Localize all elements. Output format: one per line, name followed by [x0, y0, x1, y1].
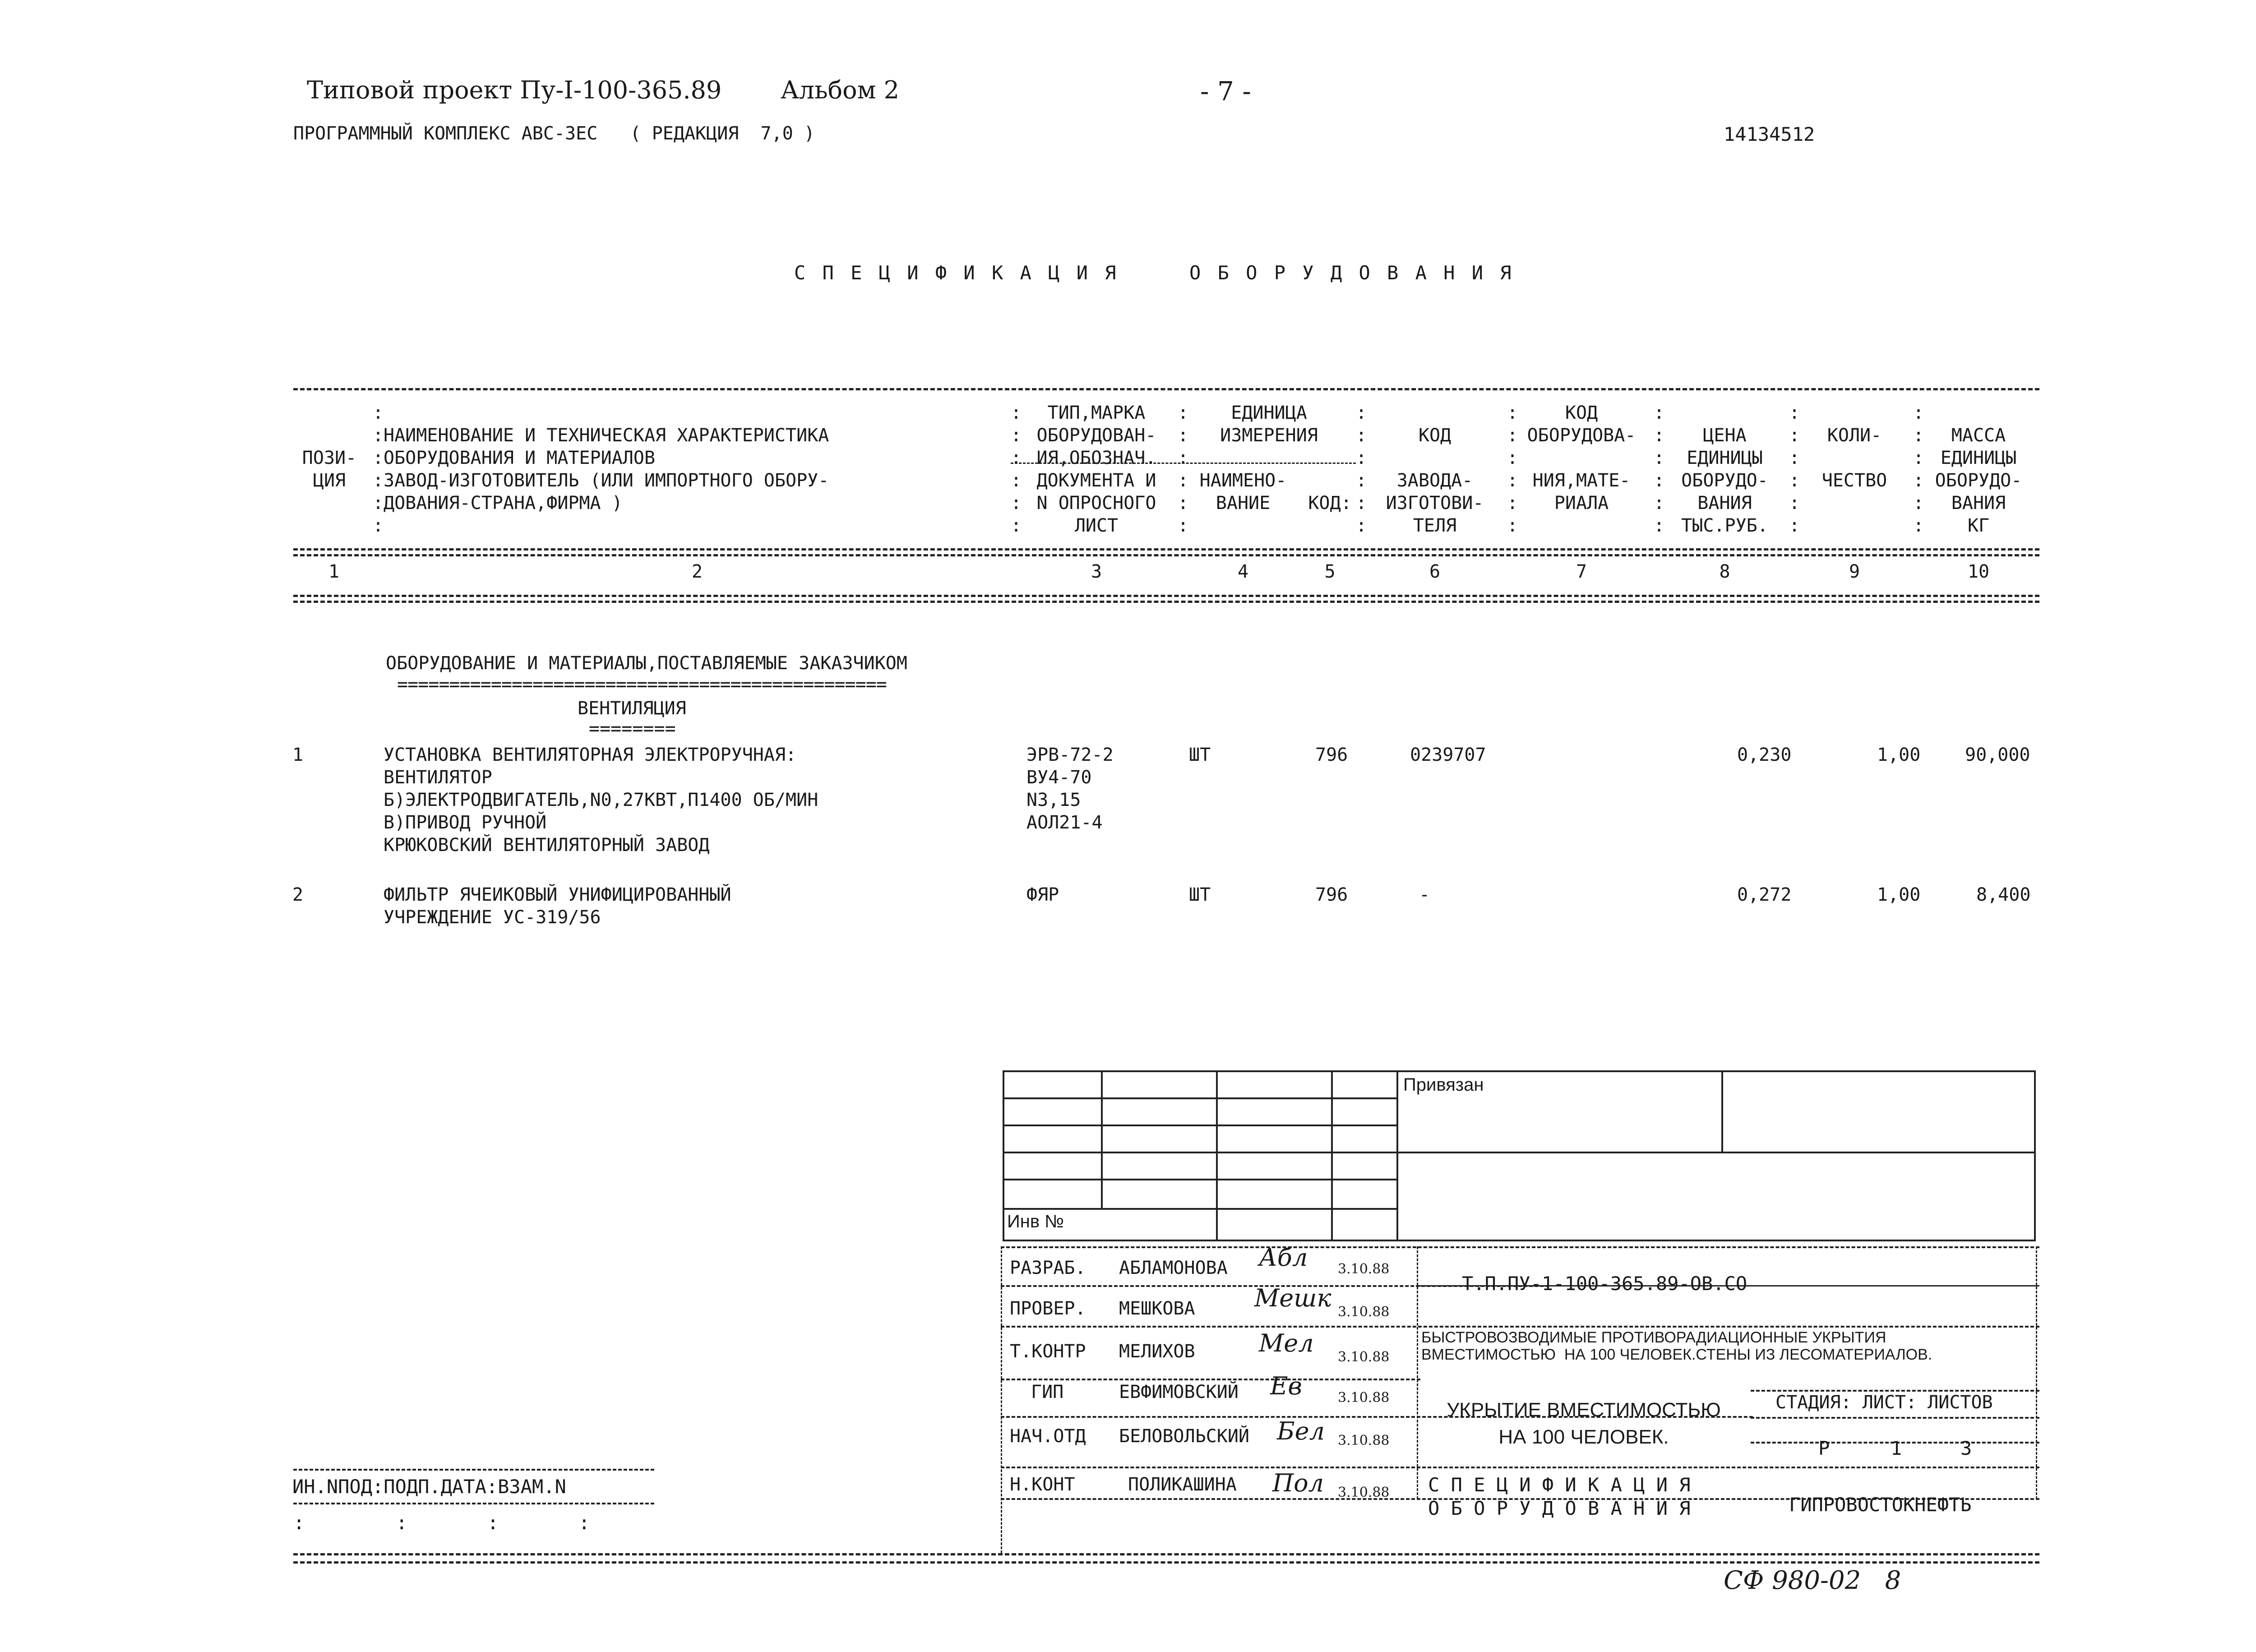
stamp-name: АБЛАМОНОВА	[1119, 1258, 1228, 1278]
stamp-role: Т.КОНТР	[1010, 1341, 1086, 1362]
album-label: Альбом 2	[781, 76, 900, 104]
section-underline: ===============================================	[397, 674, 887, 695]
col-header-price: ЦЕНА ЕДИНИЦЫ ОБОРУДО- ВАНИЯ ТЫС.РУБ.	[1681, 425, 1768, 536]
signature: Пол	[1272, 1469, 1324, 1497]
organization: ГИПРОВОСТОКНЕФТЬ	[1789, 1494, 1972, 1516]
col-num: 4	[1237, 561, 1249, 582]
sheets-value: 3	[1960, 1437, 1972, 1459]
software-line: ПРОГРАММНЫЙ КОМПЛЕКС АВС-3ЕС ( РЕДАКЦИЯ 7,0 )	[293, 123, 815, 144]
col-header-type: ТИП,МАРКА ОБОРУДОВАН- ИЯ,ОБОЗНАЧ. ДОКУМЕНТА И N ОПРОСНОГО ЛИСТ	[1036, 403, 1156, 536]
col-num: 1	[328, 561, 340, 582]
header-bottom-rule	[293, 595, 2039, 597]
item-type: ЭРВ-72-2 ВУ4-70 N3,15 АОЛ21-4	[1026, 745, 1114, 833]
item-qty: 1,00	[1877, 745, 1921, 765]
item-unit: ШТ	[1189, 745, 1211, 765]
subsection-title: ВЕНТИЛЯЦИЯ	[578, 698, 686, 719]
document-designation: Т.П.ПУ-1-100-365.89-ОВ.СО	[1462, 1273, 1747, 1295]
signature: Мел	[1259, 1329, 1314, 1357]
signature: Мешк	[1254, 1284, 1331, 1312]
page-title: С П Е Ц И Ф И К А Ц И Я О Б О Р У Д О В А Н И Я	[794, 262, 1514, 284]
item-name: ФИЛЬТР ЯЧЕИКОВЫЙ УНИФИЦИРОВАННЫЙ УЧРЕЖДЕНИЕ УС-319/56	[384, 884, 731, 928]
col-header-position: ПОЗИ- ЦИЯ	[302, 448, 357, 491]
item-price: 0,272	[1737, 884, 1792, 905]
stage-value: Р	[1818, 1437, 1830, 1459]
stamp-date: 3.10.88	[1338, 1349, 1390, 1365]
item-unit: ШТ	[1189, 884, 1211, 905]
section-title: ОБОРУДОВАНИЕ И МАТЕРИАЛЫ,ПОСТАВЛЯЕМЫЕ ЗАКАЗЧИКОМ	[386, 653, 907, 674]
col-num: 2	[691, 561, 703, 582]
stamp-role: Н.КОНТ	[1010, 1474, 1075, 1495]
col-header-unit: ЕДИНИЦА ИЗМЕРЕНИЯ	[1220, 403, 1318, 446]
stamp-name: ПОЛИКАШИНА	[1128, 1474, 1237, 1495]
item-plant-code: -	[1419, 884, 1430, 905]
privyazan-label: Привязан	[1403, 1075, 1484, 1095]
col-header-qty: КОЛИ- ЧЕСТВО	[1821, 425, 1887, 491]
col-header-unit-code: КОД:	[1308, 493, 1352, 514]
col-num: 5	[1324, 561, 1336, 582]
col-separators: : : : : : :	[373, 403, 384, 536]
stamp-role: НАЧ.ОТД	[1010, 1426, 1086, 1447]
stamp-role: ГИП	[1031, 1382, 1064, 1402]
col-num: 9	[1849, 561, 1860, 582]
item-mass: 90,000	[1965, 745, 2030, 765]
item-plant-code: 0239707	[1410, 745, 1486, 765]
stamp-date: 3.10.88	[1338, 1433, 1390, 1448]
stamp-date: 3.10.88	[1338, 1485, 1390, 1500]
col-header-plant-code: КОД ЗАВОДА- ИЗГОТОВИ- ТЕЛЯ	[1386, 425, 1484, 536]
item-price: 0,230	[1737, 745, 1792, 765]
object-title: БЫСТРОВОЗВОДИМЫЕ ПРОТИВОРАДИАЦИОННЫЕ УКРЫТИЯ ВМЕСТИМОСТЬЮ НА 100 ЧЕЛОВЕК.СТЕНЫ ИЗ ЛЕСОМАТЕРИАЛОВ.	[1421, 1329, 1932, 1363]
item-type: ФЯР	[1026, 884, 1059, 905]
header-mid-rule	[293, 548, 2039, 551]
stamp-name: МЕЛИХОВ	[1119, 1341, 1195, 1362]
col-header-equip-code: КОД ОБОРУДОВА- НИЯ,МАТЕ- РИАЛА	[1527, 403, 1636, 514]
col-header-name: НАИМЕНОВАНИЕ И ТЕХНИЧЕСКАЯ ХАРАКТЕРИСТИКА ОБОРУДОВАНИЯ И МАТЕРИАЛОВ ЗАВОД-ИЗГОТОВИТЕЛЬ (ИЛИ ИМПОРТНОГО ОБОРУ- ДОВАНИЯ-СТРАНА,ФИРМА )	[384, 425, 829, 514]
stamp-name: МЕШКОВА	[1119, 1298, 1195, 1319]
item-name: УСТАНОВКА ВЕНТИЛЯТОРНАЯ ЭЛЕКТРОРУЧНАЯ: ВЕНТИЛЯТОР Б)ЭЛЕКТРОДВИГАТЕЛЬ,N0,27КВТ,П1400 ОБ/МИН В)ПРИВОД РУЧНОЙ КРЮКОВСКИЙ ВЕНТИЛЯТОРНЫЙ ЗАВОД	[384, 745, 818, 856]
col-header-mass: МАССА ЕДИНИЦЫ ОБОРУДО- ВАНИЯ КГ	[1935, 425, 2022, 536]
col-num: 10	[1967, 561, 1990, 582]
header-num-top-rule	[293, 554, 2039, 556]
col-num: 3	[1091, 561, 1102, 582]
stamp-role: ПРОВЕР.	[1010, 1298, 1086, 1319]
item-unit-code: 796	[1315, 884, 1348, 905]
col-num: 8	[1719, 561, 1730, 582]
header-bottom-rule-2	[293, 601, 2039, 603]
doc-code: 14134512	[1724, 123, 1815, 145]
item-position: 1	[292, 745, 304, 765]
handwritten-ref: СФ 980-02 8	[1724, 1566, 1901, 1595]
stage-header: СТАДИЯ: ЛИСТ: ЛИСТОВ	[1775, 1392, 1993, 1413]
signature: Абл	[1259, 1243, 1308, 1272]
signature: Бел	[1277, 1417, 1325, 1445]
project-title: Типовой проект Пу-I-100-365.89	[307, 76, 722, 104]
col-num: 6	[1429, 561, 1441, 582]
col-num: 7	[1576, 561, 1587, 582]
item-qty: 1,00	[1877, 884, 1921, 905]
stamp-date: 3.10.88	[1338, 1304, 1390, 1320]
approval-labels: ИН.NПОД:ПОДП.ДАТА:ВЗАМ.N	[292, 1476, 566, 1498]
signature: Ев	[1270, 1372, 1302, 1400]
subsection-underline: ========	[589, 718, 676, 739]
item-unit-code: 796	[1315, 745, 1348, 765]
item-position: 2	[292, 884, 304, 905]
stamp-role: РАЗРАБ.	[1010, 1258, 1086, 1278]
stamp-date: 3.10.88	[1338, 1390, 1390, 1406]
part-title: УКРЫТИЕ ВМЕСТИМОСТЬЮ НА 100 ЧЕЛОВЕК.	[1447, 1399, 1721, 1448]
document-name: С П Е Ц И Ф И К А Ц И Я О Б О Р У Д О В А Н И Я	[1428, 1474, 1691, 1519]
sheet-value: 1	[1891, 1437, 1902, 1459]
stamp-date: 3.10.88	[1338, 1261, 1390, 1277]
stamp-name: ЕВФИМОВСКИЙ	[1119, 1382, 1239, 1402]
page-number: - 7 -	[1200, 76, 1251, 106]
header-top-rule	[293, 388, 2039, 390]
inventory-label: Инв №	[1007, 1212, 1064, 1231]
col-header-unit-name: НАИМЕНО- ВАНИЕ	[1199, 470, 1287, 514]
stamp-name: БЕЛОВОЛЬСКИЙ	[1119, 1426, 1249, 1447]
item-mass: 8,400	[1976, 884, 2031, 905]
